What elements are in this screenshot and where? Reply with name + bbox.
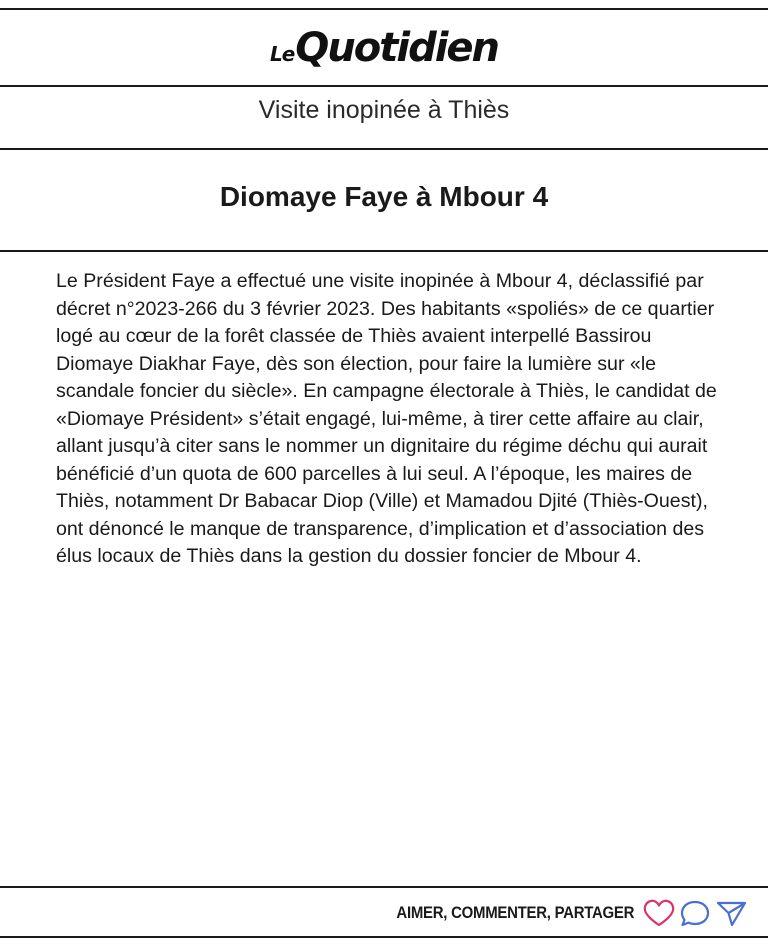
logo-main: Quotidien	[295, 25, 499, 71]
newspaper-logo	[270, 18, 498, 84]
kicker: Visite inopinée à Thiès	[258, 96, 510, 124]
masthead-rule	[0, 85, 768, 87]
headline-rule	[0, 250, 768, 252]
masthead	[0, 18, 768, 87]
footer	[364, 897, 748, 929]
top-rule	[0, 8, 768, 10]
footer-rule	[0, 886, 768, 888]
share-icon[interactable]	[714, 898, 748, 928]
comment-icon[interactable]	[678, 898, 712, 928]
article-body: Le Président Faye a effectué une visite inopinée à Mbour 4, déclassifié par décret n°2023-266 du 3 février 2023. Des habitants «spoliés» de ce quartier logé au cœur de la forêt classée de Thiès avaient interpellé Bassirou Diomaye Diakhar Faye, dès son élection, pour faire la lumière sur «le scandale foncier du siècle». En campagne électorale à Thiès, le candidat de «Diomaye Président» s’était engagé, lui-même, à tirer cette affaire au clair, allant jusqu’à citer sans le nommer un dignitaire du régime déchu qui aurait bénéficié d’un quota de 600 parcelles à lui seul. A l’époque, les maires de Thiès, notamment Dr Babacar Diop (Ville) et Mamadou Djité (Thiès-Ouest), ont dénoncé le manque de transparence, d’implication et d’association des élus locaux de Thiès dans la gestion du dossier foncier de Mbour 4.	[56, 270, 717, 567]
headline: Diomaye Faye à Mbour 4	[219, 181, 549, 212]
cta-text: AIMER, COMMENTER, PARTAGER	[396, 903, 634, 922]
heart-icon[interactable]	[642, 898, 676, 928]
kicker-rule	[0, 148, 768, 150]
bottom-rule	[0, 936, 768, 938]
logo-prefix: Le	[269, 42, 295, 66]
